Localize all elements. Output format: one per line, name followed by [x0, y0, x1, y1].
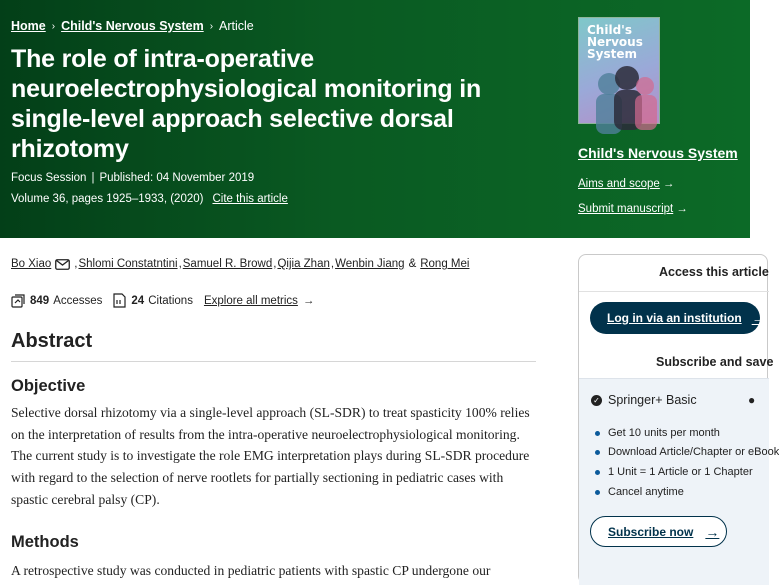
journal-cover-image[interactable] — [578, 17, 660, 124]
article-metrics — [11, 293, 314, 308]
author-link[interactable]: Qijia Zhan — [277, 258, 330, 270]
citations-icon — [113, 293, 126, 308]
article-volume-line — [11, 193, 288, 205]
subscribe-now-label: Subscribe now — [608, 524, 694, 539]
section-divider — [11, 361, 536, 362]
plan-feature-text: 1 Unit = 1 Article or 1 Chapter — [608, 466, 753, 478]
cover-title: Child's Nervous System — [587, 23, 643, 61]
plan-feature — [595, 427, 720, 439]
arrow-right-icon: → — [705, 523, 720, 540]
author-separator: , — [178, 258, 182, 270]
check-circle-icon: ✓ — [591, 395, 602, 406]
breadcrumb-separator-icon: › — [51, 20, 56, 32]
submit-manuscript-link[interactable] — [578, 203, 688, 215]
author-link[interactable]: Shlomi Constatntini — [78, 258, 178, 270]
access-title: Access this article — [659, 265, 769, 279]
cite-article-link[interactable]: Cite this article — [212, 193, 288, 205]
plan-feature — [595, 486, 684, 498]
published-date: Published: 04 November 2019 — [99, 172, 255, 184]
breadcrumb-home[interactable]: Home — [11, 19, 46, 33]
article-meta: Focus Session | Published: 04 November 2019 — [11, 172, 255, 184]
objective-heading: Objective — [11, 377, 86, 395]
author-separator: , — [273, 258, 277, 270]
subscribe-now-button[interactable] — [590, 516, 727, 547]
breadcrumb — [11, 19, 254, 33]
author-separator: , — [74, 258, 78, 270]
volume-info: Volume 36, pages 1925–1933, (2020) — [11, 193, 204, 205]
aims-scope-label: Aims and scope — [578, 178, 660, 190]
author-separator: , — [330, 258, 335, 270]
methods-heading: Methods — [11, 533, 79, 551]
panel-divider — [579, 291, 769, 292]
arrow-right-icon: → — [302, 294, 315, 307]
author-separator: & — [408, 258, 417, 270]
accesses-icon — [11, 294, 25, 308]
author-link[interactable]: Samuel R. Browd — [182, 258, 273, 270]
arrow-right-icon: → — [662, 178, 675, 190]
author-link[interactable]: Rong Mei — [420, 258, 470, 270]
plan-feature — [595, 446, 779, 458]
session-label: Focus Session — [11, 172, 87, 184]
cover-silhouettes-icon — [579, 18, 661, 125]
info-icon[interactable]: ● — [748, 393, 756, 407]
plan-feature-text: Download Article/Chapter or eBook — [608, 446, 779, 458]
accesses-label: Accesses — [53, 294, 103, 307]
methods-text: A retrospective study was conducted in pediatric patients with spastic CP undergone our — [11, 563, 491, 578]
aims-scope-link[interactable] — [578, 178, 674, 190]
citations-count: 24 — [131, 294, 145, 307]
citations-label: Citations — [148, 294, 193, 307]
explore-metrics-link[interactable]: Explore all metrics — [203, 294, 298, 307]
plan-option[interactable] — [591, 393, 756, 407]
abstract-heading: Abstract — [11, 330, 93, 352]
article-header — [0, 0, 750, 238]
breadcrumb-journal[interactable]: Child's Nervous System — [61, 19, 204, 33]
objective-text: Selective dorsal rhizotomy via a single-level approach (SL-SDR) to treat spasticity 100% relies on the interpretation of results from the intra-operative neuroelectrophysiological monitoring. The current study is to investigate the role EMG interpretation plays during SL-SDR procedure with regard to the selection of nerve rootlets for partially sectioning in pediatric cases with spastic cerebral palsy (CP). — [11, 405, 530, 507]
arrow-right-icon: → — [676, 203, 688, 215]
article-title: The role of intra-operative neuroelectrophysiological monitoring in single-level approach selective dorsal rhizotomy — [11, 45, 482, 163]
submit-manuscript-label: Submit manuscript — [578, 203, 674, 215]
plan-feature — [595, 466, 753, 478]
subscribe-title: Subscribe and save — [656, 355, 774, 369]
author-link[interactable]: Bo Xiao — [11, 258, 52, 270]
institution-login-label: Log in via an institution — [607, 311, 742, 325]
plan-feature-text: Get 10 units per month — [608, 427, 720, 439]
author-list — [11, 258, 469, 270]
access-panel — [578, 254, 779, 584]
plan-feature-text: Cancel anytime — [608, 486, 684, 498]
accesses-count: 849 — [30, 294, 50, 307]
breadcrumb-current: Article — [219, 19, 254, 33]
breadcrumb-separator-icon: › — [209, 20, 214, 32]
arrow-right-icon: → — [751, 310, 766, 326]
author-link[interactable]: Wenbin Jiang — [335, 258, 405, 270]
plan-name: Springer+ Basic — [608, 393, 697, 407]
email-icon[interactable] — [55, 259, 70, 270]
plan-box — [579, 378, 769, 585]
institution-login-button[interactable] — [590, 302, 766, 334]
journal-name-link[interactable]: Child's Nervous System — [578, 145, 738, 161]
